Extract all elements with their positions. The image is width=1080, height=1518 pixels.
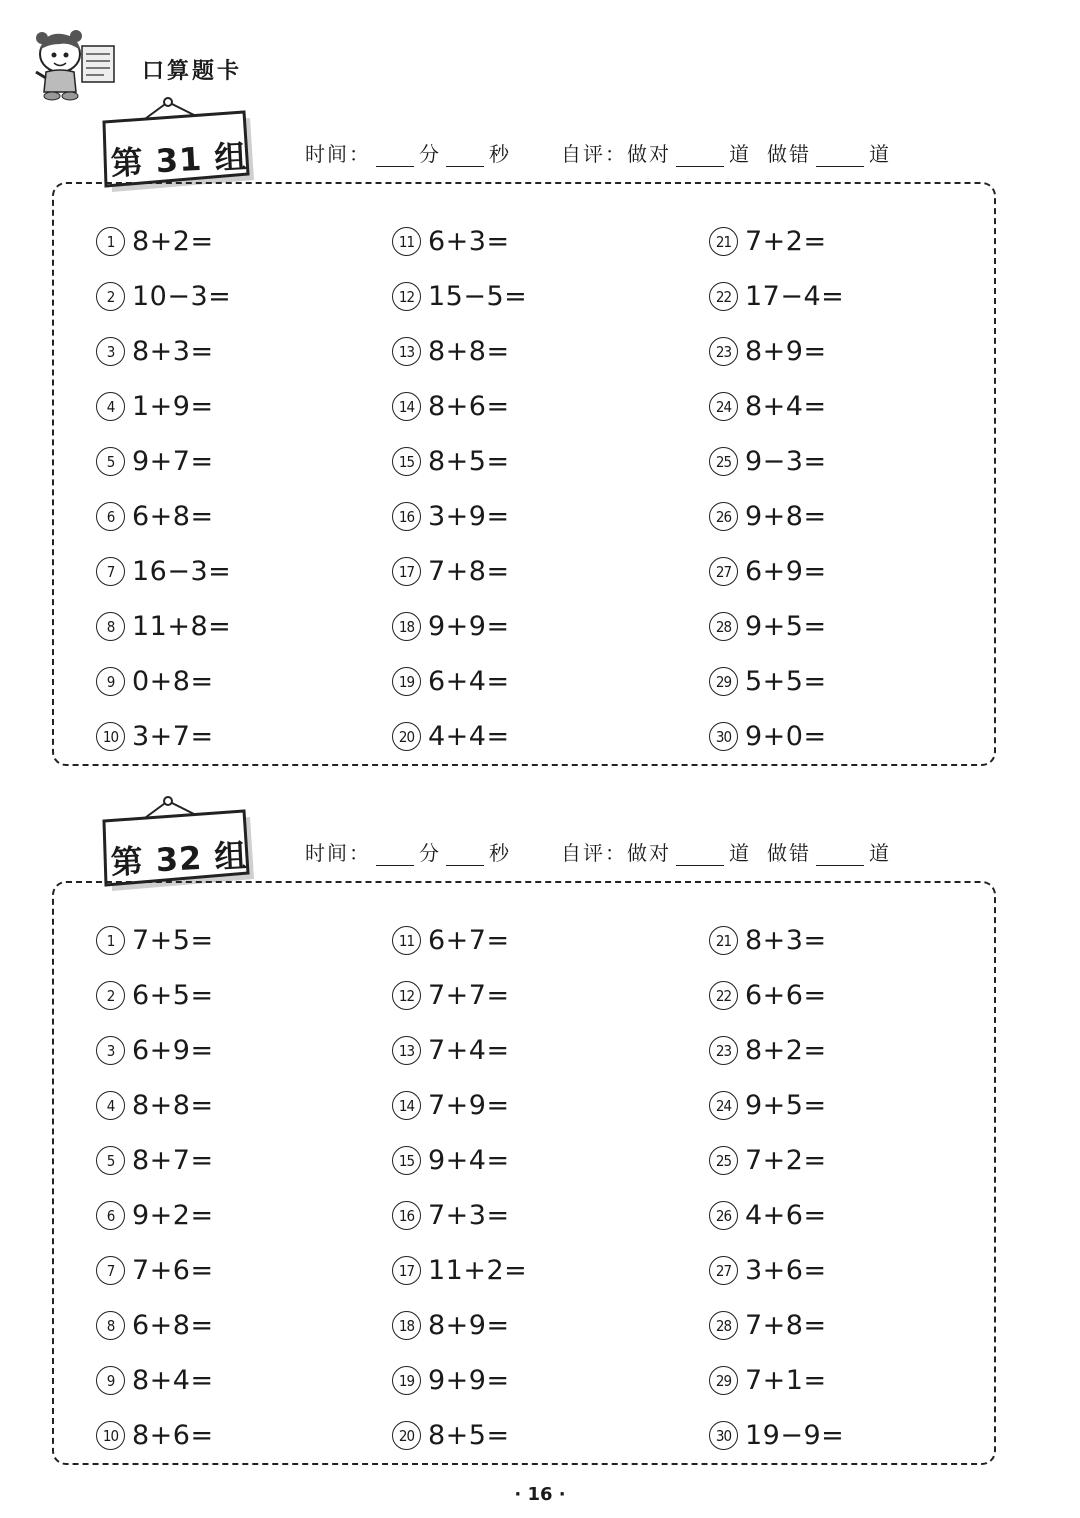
problem-number: 4 [96, 392, 125, 421]
problem-number: 5 [96, 1146, 125, 1175]
problem-item [96, 654, 231, 709]
problem-number: 17 [392, 1256, 421, 1285]
problem-box [52, 881, 996, 1465]
problem-expression: 3+9= [428, 501, 510, 532]
second-blank[interactable] [446, 146, 484, 167]
problem-expression: 10−3= [132, 281, 232, 312]
problem-number: 6 [96, 502, 125, 531]
problem-expression: 8+8= [428, 336, 510, 367]
problem-column [709, 913, 844, 1463]
problem-item [96, 214, 231, 269]
problem-expression: 7+1= [745, 1365, 827, 1396]
problem-item [392, 654, 527, 709]
unit-label: 道 [869, 142, 891, 166]
problem-expression: 8+8= [132, 1090, 214, 1121]
second-blank[interactable] [446, 845, 484, 866]
problem-number: 27 [709, 1256, 738, 1285]
minute-label: 分 [419, 841, 441, 865]
problem-item [96, 1353, 214, 1408]
unit-label: 道 [869, 841, 891, 865]
minute-blank[interactable] [376, 845, 414, 866]
problem-expression: 7+2= [745, 1145, 827, 1176]
problem-expression: 8+4= [132, 1365, 214, 1396]
problem-item [709, 1078, 844, 1133]
problem-column [709, 214, 844, 764]
problem-item [96, 1078, 214, 1133]
problem-number: 26 [709, 502, 738, 531]
problem-number: 6 [96, 1201, 125, 1230]
second-label: 秒 [489, 841, 511, 865]
problem-item [392, 214, 527, 269]
problem-number: 23 [709, 1036, 738, 1065]
problem-number: 8 [96, 612, 125, 641]
problem-item [709, 1188, 844, 1243]
problem-number: 18 [392, 1311, 421, 1340]
problem-expression: 8+7= [132, 1145, 214, 1176]
problem-expression: 6+5= [132, 980, 214, 1011]
wrong-label: 做错 [767, 142, 811, 166]
problem-number: 25 [709, 447, 738, 476]
problem-number: 30 [709, 1421, 738, 1450]
problem-expression: 9+7= [132, 446, 214, 477]
problem-expression: 9+4= [428, 1145, 510, 1176]
problem-number: 9 [96, 667, 125, 696]
problem-number: 24 [709, 1091, 738, 1120]
problem-expression: 6+8= [132, 501, 214, 532]
problem-expression: 4+4= [428, 721, 510, 752]
problem-item [709, 1353, 844, 1408]
problem-item [392, 379, 527, 434]
problem-expression: 9−3= [745, 446, 827, 477]
problem-item [392, 1353, 527, 1408]
problem-item [392, 544, 527, 599]
group-title: 第 31 组 [109, 137, 249, 183]
problem-item [96, 544, 231, 599]
problem-expression: 8+5= [428, 1420, 510, 1451]
minute-label: 分 [419, 142, 441, 166]
problem-number: 7 [96, 557, 125, 586]
problem-number: 25 [709, 1146, 738, 1175]
problem-item [392, 1188, 527, 1243]
problem-column [392, 913, 527, 1463]
problem-expression: 7+8= [745, 1310, 827, 1341]
problem-item [709, 968, 844, 1023]
problem-expression: 8+4= [745, 391, 827, 422]
problem-item [96, 1408, 214, 1463]
problem-item [96, 324, 231, 379]
problem-expression: 9+9= [428, 1365, 510, 1396]
problem-expression: 7+6= [132, 1255, 214, 1286]
problem-item [392, 1133, 527, 1188]
problem-item [709, 1133, 844, 1188]
problem-number: 29 [709, 1366, 738, 1395]
problem-column [392, 214, 527, 764]
problem-expression: 0+8= [132, 666, 214, 697]
problem-item [709, 434, 844, 489]
problem-number: 14 [392, 392, 421, 421]
self-eval-label: 自评：做对 [561, 841, 671, 865]
problem-expression: 9+5= [745, 611, 827, 642]
correct-count-blank[interactable] [676, 146, 724, 167]
problem-item [709, 913, 844, 968]
problem-item [709, 1243, 844, 1298]
exercise-group-32 [0, 795, 1080, 1475]
problem-expression: 8+5= [428, 446, 510, 477]
problem-item [96, 434, 231, 489]
problem-number: 14 [392, 1091, 421, 1120]
problem-item [96, 709, 231, 764]
problem-number: 10 [96, 722, 125, 751]
problem-expression: 7+3= [428, 1200, 510, 1231]
group-sign [100, 795, 260, 895]
problem-expression: 9+5= [745, 1090, 827, 1121]
problem-number: 11 [392, 227, 421, 256]
problem-item [709, 709, 844, 764]
problem-expression: 6+8= [132, 1310, 214, 1341]
problem-item [96, 1298, 214, 1353]
problem-number: 20 [392, 722, 421, 751]
problem-expression: 8+2= [745, 1035, 827, 1066]
group-sign [100, 96, 260, 196]
problem-item [392, 1023, 527, 1078]
problem-number: 4 [96, 1091, 125, 1120]
problem-expression: 8+6= [132, 1420, 214, 1451]
problem-number: 1 [96, 227, 125, 256]
second-label: 秒 [489, 142, 511, 166]
problem-number: 1 [96, 926, 125, 955]
problem-item [709, 599, 844, 654]
problem-expression: 3+7= [132, 721, 214, 752]
problem-number: 24 [709, 392, 738, 421]
problem-expression: 7+8= [428, 556, 510, 587]
problem-expression: 11+8= [132, 611, 232, 642]
problem-number: 16 [392, 502, 421, 531]
problem-expression: 6+6= [745, 980, 827, 1011]
problem-item [392, 269, 527, 324]
problem-expression: 6+9= [745, 556, 827, 587]
problem-number: 8 [96, 1311, 125, 1340]
problem-number: 29 [709, 667, 738, 696]
kid-holding-card-icon [30, 28, 120, 104]
problem-expression: 6+7= [428, 925, 510, 956]
problem-column [96, 913, 214, 1463]
problem-item [709, 324, 844, 379]
group-title: 第 32 组 [109, 836, 249, 882]
unit-label: 道 [729, 142, 751, 166]
problem-item [709, 214, 844, 269]
problem-item [709, 544, 844, 599]
problem-number: 28 [709, 1311, 738, 1340]
problem-expression: 9+0= [745, 721, 827, 752]
problem-number: 12 [392, 282, 421, 311]
problem-item [392, 1243, 527, 1298]
problem-box [52, 182, 996, 766]
problem-expression: 8+9= [428, 1310, 510, 1341]
problem-number: 5 [96, 447, 125, 476]
problem-expression: 6+9= [132, 1035, 214, 1066]
problem-item [392, 709, 527, 764]
problem-number: 2 [96, 282, 125, 311]
problem-number: 22 [709, 981, 738, 1010]
page-number: · 16 · [514, 1484, 566, 1505]
problem-item [709, 489, 844, 544]
record-line [305, 837, 891, 866]
problem-expression: 8+9= [745, 336, 827, 367]
problem-item [96, 599, 231, 654]
problem-item [392, 1078, 527, 1133]
problem-expression: 7+9= [428, 1090, 510, 1121]
problem-expression: 1+9= [132, 391, 214, 422]
exercise-group-31 [0, 96, 1080, 776]
problem-item [96, 1133, 214, 1188]
problem-number: 13 [392, 1036, 421, 1065]
problem-number: 18 [392, 612, 421, 641]
problem-number: 11 [392, 926, 421, 955]
problem-expression: 8+2= [132, 226, 214, 257]
problem-number: 2 [96, 981, 125, 1010]
problem-item [709, 1298, 844, 1353]
problem-item [392, 324, 527, 379]
problem-number: 12 [392, 981, 421, 1010]
problem-expression: 8+3= [745, 925, 827, 956]
problem-expression: 17−4= [745, 281, 845, 312]
wrong-count-blank[interactable] [816, 845, 864, 866]
problem-number: 30 [709, 722, 738, 751]
problem-item [709, 654, 844, 709]
problem-number: 22 [709, 282, 738, 311]
problem-expression: 7+4= [428, 1035, 510, 1066]
problem-item [709, 1023, 844, 1078]
problem-number: 13 [392, 337, 421, 366]
problem-expression: 8+3= [132, 336, 214, 367]
problem-number: 15 [392, 1146, 421, 1175]
problem-item [709, 379, 844, 434]
problem-number: 27 [709, 557, 738, 586]
problem-number: 26 [709, 1201, 738, 1230]
problem-number: 21 [709, 227, 738, 256]
problem-expression: 15−5= [428, 281, 528, 312]
problem-expression: 11+2= [428, 1255, 528, 1286]
correct-count-blank[interactable] [676, 845, 724, 866]
problem-item [392, 489, 527, 544]
problem-item [392, 434, 527, 489]
problem-item [96, 1023, 214, 1078]
problem-number: 3 [96, 1036, 125, 1065]
problem-item [709, 1408, 844, 1463]
problem-item [392, 1408, 527, 1463]
wrong-count-blank[interactable] [816, 146, 864, 167]
problem-number: 9 [96, 1366, 125, 1395]
problem-number: 3 [96, 337, 125, 366]
problem-expression: 9+2= [132, 1200, 214, 1231]
self-eval-label: 自评：做对 [561, 142, 671, 166]
problem-item [96, 1188, 214, 1243]
problem-number: 7 [96, 1256, 125, 1285]
problem-expression: 7+2= [745, 226, 827, 257]
problem-item [392, 1298, 527, 1353]
problem-expression: 16−3= [132, 556, 232, 587]
problem-item [709, 269, 844, 324]
header-title: 口算题卡 [142, 59, 243, 84]
problem-number: 28 [709, 612, 738, 641]
problem-expression: 5+5= [745, 666, 827, 697]
problem-expression: 4+6= [745, 1200, 827, 1231]
problem-item [96, 379, 231, 434]
problem-number: 10 [96, 1421, 125, 1450]
problem-expression: 7+7= [428, 980, 510, 1011]
problem-number: 17 [392, 557, 421, 586]
problem-number: 19 [392, 1366, 421, 1395]
problem-expression: 3+6= [745, 1255, 827, 1286]
problem-number: 15 [392, 447, 421, 476]
problem-item [392, 599, 527, 654]
problem-item [96, 968, 214, 1023]
time-label: 时间： [305, 142, 371, 166]
problem-expression: 9+9= [428, 611, 510, 642]
problem-column [96, 214, 231, 764]
problem-number: 23 [709, 337, 738, 366]
problem-number: 19 [392, 667, 421, 696]
problem-expression: 19−9= [745, 1420, 845, 1451]
problem-number: 21 [709, 926, 738, 955]
time-label: 时间： [305, 841, 371, 865]
problem-number: 20 [392, 1421, 421, 1450]
problem-item [96, 489, 231, 544]
problem-item [96, 1243, 214, 1298]
record-line [305, 138, 891, 167]
problem-expression: 6+3= [428, 226, 510, 257]
problem-item [96, 913, 214, 968]
unit-label: 道 [729, 841, 751, 865]
problem-item [392, 968, 527, 1023]
problem-expression: 6+4= [428, 666, 510, 697]
problem-number: 16 [392, 1201, 421, 1230]
minute-blank[interactable] [376, 146, 414, 167]
problem-expression: 9+8= [745, 501, 827, 532]
problem-item [392, 913, 527, 968]
problem-expression: 8+6= [428, 391, 510, 422]
wrong-label: 做错 [767, 841, 811, 865]
problem-expression: 7+5= [132, 925, 214, 956]
problem-item [96, 269, 231, 324]
